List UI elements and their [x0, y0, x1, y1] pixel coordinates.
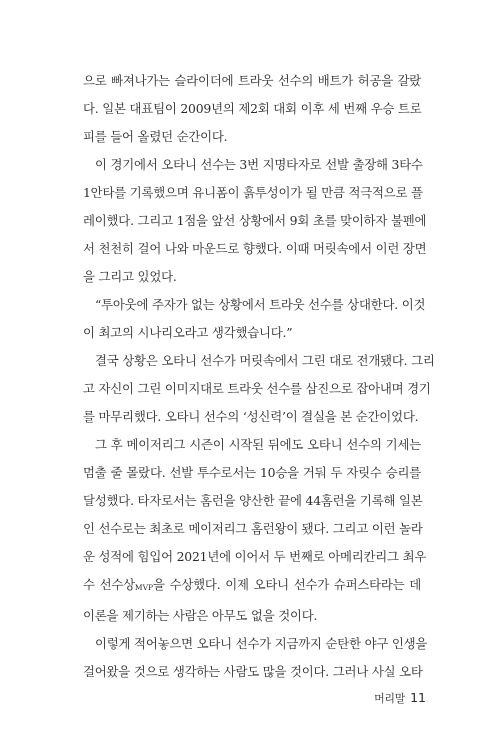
text-line: 다. 일본 대표팀이 2009년의 제2회 대회 이후 세 번째 우승 트로 — [83, 101, 422, 116]
text-line: 인 선수로는 최초로 메이저리그 홈런왕이 됐다. 그리고 이런 놀라 — [83, 521, 423, 536]
text-line: 운 성적에 힘입어 2021년에 이어서 두 번째로 아메리칸리그 최우 — [83, 549, 427, 564]
text-line: 이론을 제기하는 사람은 아무도 없을 것이다. — [83, 608, 318, 623]
text-line: 걸어왔을 것으로 생각하는 사람도 많을 것이다. 그러나 사실 오타 — [83, 664, 423, 679]
mvp-line-before: 수 선수상 — [83, 577, 135, 592]
text-line: 결국 상황은 오타니 선수가 머릿속에서 그린 대로 전개됐다. 그리 — [95, 353, 435, 368]
text-line: 그 후 메이저리그 시즌이 시작된 뒤에도 오타니 선수의 기세는 — [95, 437, 421, 452]
text-line: 으로 빠져나가는 슬라이더에 트라웃 선수의 배트가 허공을 갈랐 — [83, 73, 421, 88]
text-line: 레이했다. 그리고 1점을 앞선 상황에서 9회 초를 맞이하자 불펜에 — [83, 213, 427, 228]
text-line: 이 경기에서 오타니 선수는 3번 지명타자로 선발 출장해 3타수 — [95, 157, 423, 172]
body-text — [83, 67, 435, 686]
text-line: 고 자신이 그린 이미지대로 트라웃 선수를 삼진으로 잡아내며 경기 — [83, 381, 431, 396]
running-footer-label: 머리말 — [374, 692, 406, 705]
mvp-line-after: 을 수상했다. 이제 오타니 선수가 슈퍼스타라는 데 — [153, 577, 421, 592]
text-line: 달성했다. 타자로서는 홈런을 양산한 끝에 44홈런을 기록해 일본 — [83, 493, 423, 508]
mvp-subscript: MVP — [134, 583, 154, 592]
quote-line: “투아웃에 주자가 없는 상황에서 트라웃 선수를 상대한다. 이것 — [95, 297, 426, 312]
text-line: 멈출 줄 몰랐다. 선발 투수로서는 10승을 거둬 두 자릿수 승리를 — [83, 465, 421, 480]
quote-line: 이 최고의 시나리오라고 생각했습니다.” — [83, 325, 293, 340]
mvp-text-line — [83, 571, 421, 602]
text-line: 피를 들어 올렸던 순간이다. — [83, 129, 228, 144]
text-line: 를 마무리했다. 오타니 선수의 ‘성신력’이 결실을 본 순간이었다. — [83, 409, 419, 424]
text-line: 을 그리고 있었다. — [83, 269, 177, 284]
page-footer — [374, 687, 426, 706]
text-line: 서 천천히 걸어 나와 마운드로 향했다. 이때 머릿속에서 이런 장면 — [83, 241, 427, 256]
text-line: 이렇게 적어놓으면 오타니 선수가 지금까지 순탄한 야구 인생을 — [95, 636, 428, 651]
page-number: 11 — [410, 690, 426, 705]
text-line: 1안타를 기록했으며 유니폼이 흙투성이가 될 만큼 적극적으로 플 — [83, 185, 423, 200]
